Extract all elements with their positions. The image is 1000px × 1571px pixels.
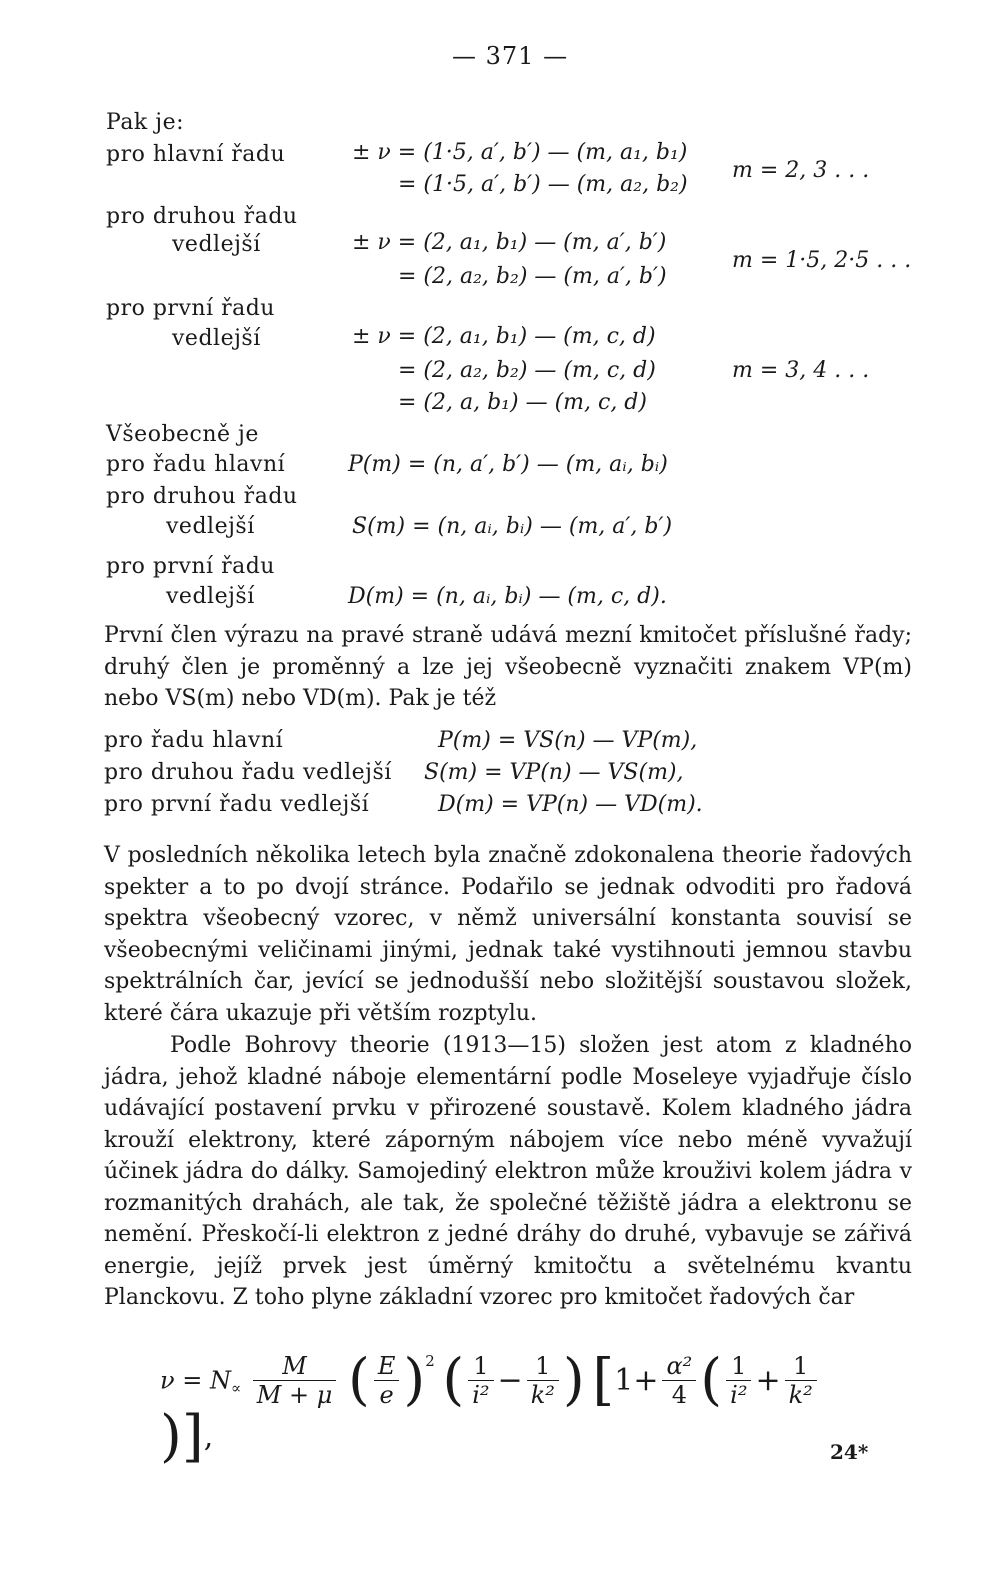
- frac-num: 1: [726, 1352, 751, 1381]
- general-label-second-1: pro druhou řadu: [106, 484, 298, 509]
- frac-1-i2-b: [726, 1352, 751, 1409]
- general-label-principal: pro řadu hlavní: [106, 452, 286, 477]
- frac-alpha: [662, 1352, 696, 1409]
- eq-first-secondary-3: = (2, a, b₁) — (m, c, d): [398, 390, 647, 415]
- general-eq-principal: P(m) = (n, a′, b′) — (m, aᵢ, bᵢ): [348, 452, 668, 477]
- bracket-open: [: [592, 1347, 615, 1413]
- mass-fraction: [253, 1352, 337, 1409]
- frac-num: α²: [662, 1352, 696, 1381]
- relation-label: pro druhou řadu vedlejší: [104, 760, 392, 785]
- paren-open: (: [442, 1347, 465, 1413]
- frac-den: i²: [730, 1381, 748, 1409]
- bracket-close: ]: [181, 1404, 204, 1469]
- eq-principal-1: ± ν = (1·5, a′, b′) — (m, a₁, b₁): [352, 140, 688, 165]
- paragraph-2: V posledních několika letech byla značně zdokonalena theorie řadových spekter a to po dvojí stránce. Podařilo se jednak odvoditi pro řadová spektra všeobecný vzorec, v němž universální konstanta souvisí se všeobecnými veličinami jinými, jednak také vystihnouti jemnou stavbu spektrálních čar, jevící se jednodušší nebo složitější soustavou složek, které čára ukazuje při větším rozptylu.: [104, 843, 912, 1026]
- general-label-first-1: pro první řadu: [106, 554, 275, 579]
- frac-1-k2-b: [785, 1352, 817, 1409]
- paren-open: (: [700, 1347, 723, 1413]
- paren-close: ): [403, 1347, 426, 1413]
- formula-comma: ,: [203, 1419, 214, 1455]
- label-second-secondary-1: pro druhou řadu: [106, 204, 298, 229]
- range-first-secondary: m = 3, 4 . . .: [732, 358, 870, 383]
- relation-label: pro první řadu vedlejší: [104, 792, 370, 817]
- eq-first-secondary-2: = (2, a₂, b₂) — (m, c, d): [398, 358, 656, 383]
- plus-sign: +: [633, 1363, 659, 1398]
- paragraph-1: První člen výrazu na pravé straně udává mezní kmitočet příslušné řady; druhý člen je proměnný a lze jej všeobecně vyznačiti znakem VP(m) nebo VS(m) nebo VD(m). Pak je též: [104, 623, 912, 711]
- eq-first-secondary-1: ± ν = (2, a₁, b₁) — (m, c, d): [352, 324, 656, 349]
- formula-lhs: ν = N: [160, 1366, 231, 1395]
- square-exponent: 2: [425, 1352, 435, 1370]
- frac-den: k²: [788, 1381, 813, 1409]
- label-principal: pro hlavní řadu: [106, 142, 286, 167]
- general-eq-first: D(m) = (n, aᵢ, bᵢ) — (m, c, d).: [348, 584, 667, 609]
- frac-num: 1: [527, 1352, 559, 1381]
- intro-text: Pak je:: [106, 110, 185, 135]
- frac-1-i2: [468, 1352, 493, 1409]
- mass-denominator: M + μ: [256, 1381, 333, 1409]
- range-second-secondary: m = 1·5, 2·5 . . .: [732, 248, 912, 273]
- paragraph-3: Podle Bohrovy theorie (1913—15) složen jest atom z kladného jádra, jehož kladné náboje elementární podle Moseleye vyjadřuje číslo udávající postavení prvku v přirozené soustavě. Kolem kladného jádra krouží elektrony, které záporným nábojem více nebo méně vyvažují účinek jádra do dálky. Samojediný elektron může krouživi kolem jádra v rozmanitých drahách, ale tak, že společné těžiště jádra a elektronu se nemění. Přeskočí-li elektron z jedné dráhy do druhé, vybavuje se zářivá energie, jejíž prvek jest úměrný kmitočtu a světelnému kvantu Planckovu. Z toho plyne základní vzorec pro kmitočet řadových čar: [104, 1033, 912, 1310]
- relation-label: pro řadu hlavní: [104, 728, 284, 753]
- bohr-formula: [160, 1347, 860, 1469]
- paren-close: ): [562, 1347, 585, 1413]
- charge-fraction: [374, 1352, 400, 1409]
- range-principal: m = 2, 3 . . .: [732, 158, 870, 183]
- general-eq-second: S(m) = (n, aᵢ, bᵢ) — (m, a′, b′): [352, 514, 673, 539]
- paren-close: ): [160, 1404, 182, 1469]
- charge-numerator: E: [374, 1352, 400, 1381]
- frac-num: 1: [468, 1352, 493, 1381]
- minus-sign: −: [497, 1363, 523, 1398]
- label-first-secondary-1: pro první řadu: [106, 296, 275, 321]
- general-label-second-2: vedlejší: [166, 514, 255, 539]
- relation-eq: S(m) = VP(n) — VS(m),: [424, 760, 684, 785]
- label-second-secondary-2: vedlejší: [172, 232, 261, 257]
- charge-denominator: e: [379, 1381, 394, 1409]
- frac-den: i²: [472, 1381, 490, 1409]
- mass-numerator: M: [253, 1352, 337, 1381]
- relation-eq: D(m) = VP(n) — VD(m).: [438, 792, 703, 817]
- frac-1-k2: [527, 1352, 559, 1409]
- relation-eq: P(m) = VS(n) — VP(m),: [438, 728, 698, 753]
- page-number: — 371 —: [452, 42, 569, 70]
- paren-open: (: [347, 1347, 370, 1413]
- eq-second-secondary-1: ± ν = (2, a₁, b₁) — (m, a′, b′): [352, 230, 667, 255]
- frac-num: 1: [785, 1352, 817, 1381]
- frac-den: k²: [530, 1381, 555, 1409]
- plus-sign: +: [755, 1363, 781, 1398]
- label-first-secondary-2: vedlejší: [172, 326, 261, 351]
- signature-mark: 24*: [830, 1440, 869, 1464]
- eq-second-secondary-2: = (2, a₂, b₂) — (m, a′, b′): [398, 264, 667, 289]
- formula-sub: ∝: [230, 1378, 242, 1397]
- general-heading: Všeobecně je: [106, 422, 259, 447]
- general-label-first-2: vedlejší: [166, 584, 255, 609]
- eq-principal-2: = (1·5, a′, b′) — (m, a₂, b₂): [398, 172, 688, 197]
- frac-den: 4: [671, 1381, 687, 1409]
- one: 1: [614, 1363, 634, 1398]
